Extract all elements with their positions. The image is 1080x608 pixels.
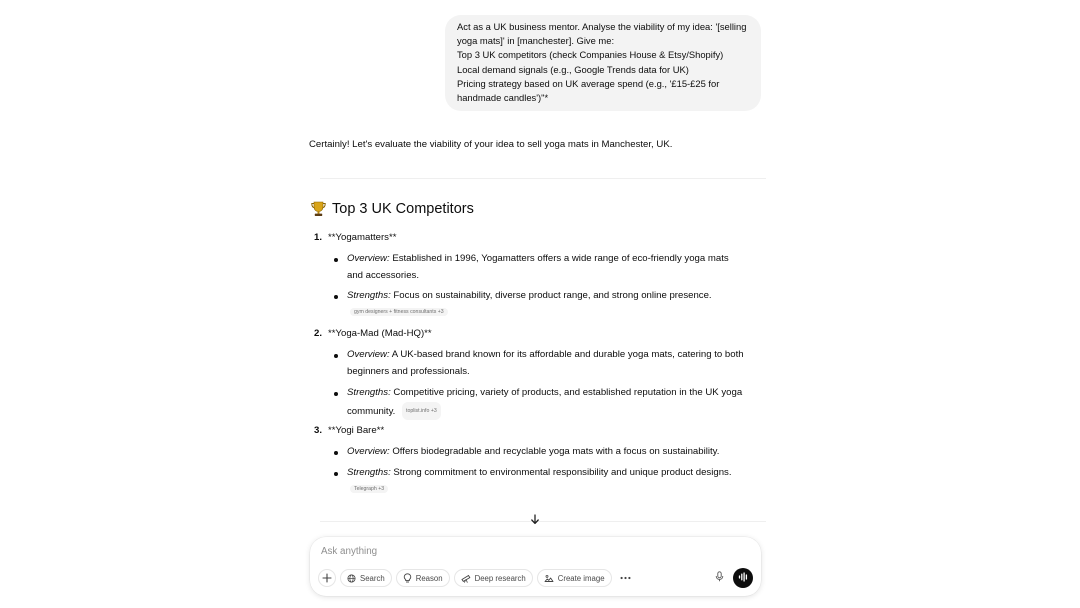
citation-chip[interactable]: gym designers + fitness consultants +3 — [350, 308, 448, 316]
list-item: Strengths: Focus on sustainability, diverse product range, and strong online presence. — [334, 288, 744, 305]
create-image-button[interactable] — [537, 569, 612, 587]
prompt-input[interactable]: Ask anything — [321, 546, 378, 557]
user-message-bubble — [445, 15, 761, 111]
voice-mode-icon — [738, 569, 749, 587]
user-message-line: Top 3 UK competitors (check Companies House & Etsy/Shopify) — [457, 49, 724, 61]
search-button[interactable] — [340, 569, 392, 587]
deep-research-button[interactable] — [454, 569, 533, 587]
divider — [320, 521, 766, 522]
list-item: Strengths: Strong commitment to environmental responsibility and unique product designs. — [334, 465, 744, 482]
more-tools-button[interactable] — [616, 569, 635, 587]
arrow-down-icon — [530, 512, 540, 530]
globe-icon — [347, 574, 356, 583]
competitor-title: 3. **Yogi Bare** — [314, 425, 385, 436]
voice-mode-button[interactable] — [733, 568, 753, 588]
citation-chip[interactable]: Telegraph +3 — [350, 485, 388, 493]
reason-label: Reason — [415, 573, 443, 583]
microphone-icon — [715, 569, 724, 587]
reason-button[interactable] — [396, 569, 450, 587]
assistant-intro: Certainly! Let's evaluate the viability of your idea to sell yoga mats in Manchester, UK. — [309, 139, 673, 150]
section-title: Top 3 UK Competitors — [332, 200, 474, 217]
citation-chip[interactable]: toplist.info +3 — [402, 402, 441, 421]
user-message-line: Local demand signals (e.g., Google Trends data for UK) — [457, 63, 689, 75]
dictate-button[interactable] — [712, 570, 726, 586]
list-item: Overview: A UK-based brand known for its affordable and durable yoga mats, catering to both beginners and professionals. — [334, 347, 744, 380]
deep-research-label: Deep research — [474, 573, 526, 583]
trophy-icon — [310, 200, 327, 217]
user-message-line: handmade candles')"* — [457, 92, 549, 104]
search-label: Search — [360, 573, 385, 583]
attach-button[interactable] — [318, 569, 336, 587]
scroll-down-button[interactable] — [527, 513, 543, 529]
competitor-title: 2. **Yoga-Mad (Mad-HQ)** — [314, 328, 432, 339]
list-item: Strengths: Competitive pricing, variety of products, and established reputation in the UK yoga community. toplist.info +3 — [334, 385, 744, 420]
list-item: Overview: Offers biodegradable and recyclable yoga mats with a focus on sustainability. — [334, 444, 744, 461]
more-icon — [620, 576, 631, 580]
user-message-line: Act as a UK business mentor. Analyse the viability of my idea: '[selling — [457, 21, 747, 32]
image-icon — [544, 574, 554, 583]
composer-toolbar — [318, 569, 635, 587]
plus-icon — [322, 573, 332, 583]
user-message-line: Pricing strategy based on UK average spend (e.g., '£15-£25 for — [457, 77, 720, 89]
create-image-label: Create image — [557, 573, 605, 583]
section-heading — [310, 200, 474, 217]
competitor-title: 1. **Yogamatters** — [314, 232, 397, 243]
list-item: Overview: Established in 1996, Yogamatters offers a wide range of eco-friendly yoga mats and accessories. — [334, 251, 744, 284]
user-message-line: yoga mats]' in [manchester]. Give me: — [457, 35, 615, 47]
telescope-icon — [461, 574, 471, 583]
composer — [310, 537, 761, 596]
lightbulb-icon — [403, 573, 412, 583]
divider — [320, 178, 766, 179]
